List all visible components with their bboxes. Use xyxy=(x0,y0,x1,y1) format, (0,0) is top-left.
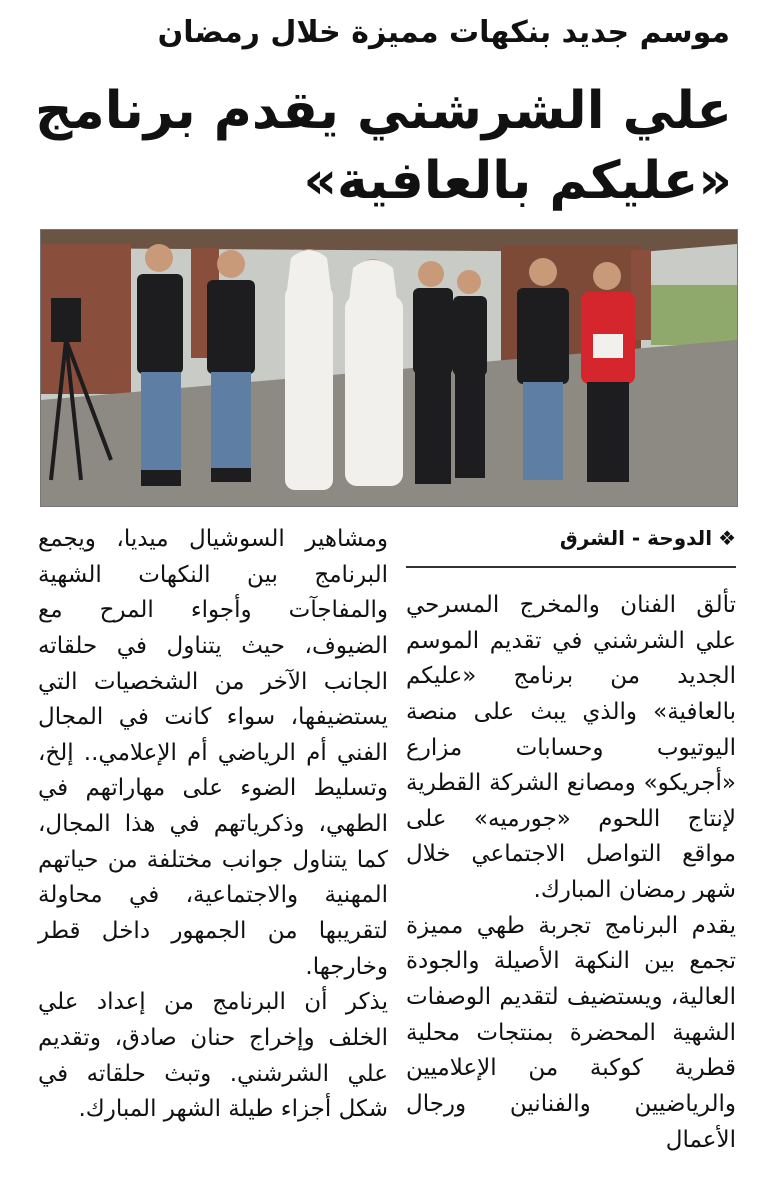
person-5 xyxy=(413,261,453,484)
article-headline xyxy=(30,76,732,216)
paragraph-left-1: ومشاهير السوشيال ميديا، ويجمع البرنامج بين النكهات الشهية والمفاجآت وأجواء المرح مع الضيوف، حيث يتناول في حلقاته الجانب الآخر من الشخصيات التي يستضيفها، سواء كانت في المجال الفني أم الرياضي أم الإعلامي.. إلخ، وتسليط الضوء على مهاراتهم في الطهي، وذكرياتهم في هذا المجال، كما يتناول جوانب مختلفة من حياتهم المهنية والاجتماعية، في محاولة لتقريبها من الجمهور داخل قطر وخارجها. xyxy=(38,526,388,980)
person-1 xyxy=(137,244,183,486)
paragraph-right-2: يقدم البرنامج تجربة طهي مميزة تجمع بين النكهة الأصيلة والجودة العالية، ويستضيف لتقديم الوصفات الشهية المحضرة بمنتجات محلية قطرية كوكبة من الإعلاميين والرياضيين والفنانين ورجال الأعمال xyxy=(406,912,736,1153)
group-photo-illustration xyxy=(41,230,737,506)
paragraph-left-2: يذكر أن البرنامج من إعداد علي الخلف وإخراج حنان صادق، وتقديم علي الشرشني. وتبث حلقاته في شكل أجزاء طيلة الشهر المبارك. xyxy=(38,989,388,1123)
article-column-left xyxy=(38,522,388,1128)
person-6 xyxy=(453,270,487,478)
headline-line-1: علي الشرشني يقدم برنامج xyxy=(35,81,732,141)
person-8 xyxy=(581,262,635,482)
person-4 xyxy=(345,259,403,486)
article-kicker: موسم جديد بنكهات مميزة خلال رمضان xyxy=(157,15,730,50)
article-body xyxy=(32,522,740,1182)
article-photo xyxy=(40,229,738,507)
person-2 xyxy=(207,250,255,482)
headline-line-2: «عليكم بالعافية» xyxy=(303,151,732,212)
person-7 xyxy=(517,258,569,480)
photo-greenery xyxy=(651,285,737,345)
ornament-icon: ❖ xyxy=(718,526,736,550)
article-column-right xyxy=(406,522,736,1158)
person-3 xyxy=(285,249,333,490)
dateline xyxy=(406,522,736,568)
dateline-text: الدوحة - الشرق xyxy=(559,526,713,550)
paragraph-right-1: تألق الفنان والمخرج المسرحي علي الشرشني في تقديم الموسم الجديد من برنامج «عليكم بالعافية» والذي يبث على منصة اليوتيوب وحسابات مزارع «أجريكو» ومصانع الشركة القطرية لإنتاج اللحوم «جورميه» على مواقع التواصل الاجتماعي خلال شهر رمضان المبارك. xyxy=(406,592,736,904)
